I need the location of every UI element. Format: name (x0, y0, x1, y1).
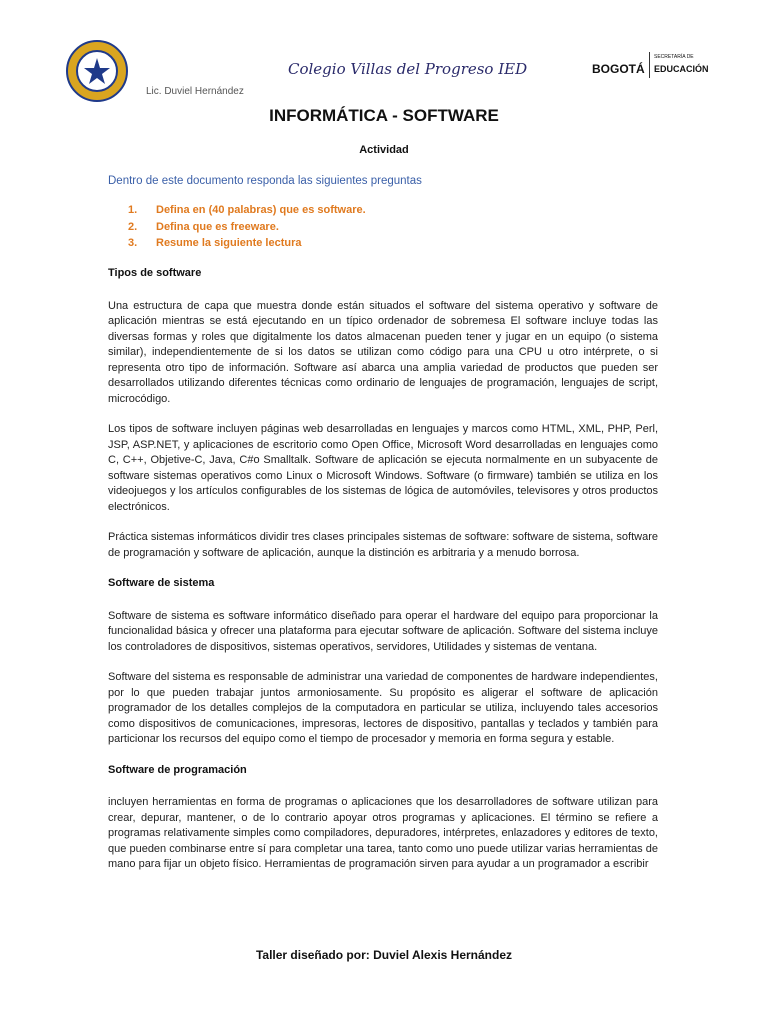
section-heading: Software de programación (108, 763, 247, 776)
school-name: Colegio Villas del Progreso IED (288, 60, 528, 78)
question-list (128, 202, 366, 252)
body-paragraph: Una estructura de capa que muestra donde están situados el software del sistema operativo y software de aplicación mientras se está ejecutando en un típico ordenador de sobremesa El software incluye todas las diversas formas y roles que digitalmente los datos almacenan pueden tener y jugar en un equipo (o sistema similar), independientemente de si los datos se utilizan como código para una CPU u otro intérprete, o si representa otro tipo de información. Software así abarca una amplia variedad de productos que pueden ser desarrollados utilizando diferentes técnicas como ordinario de lenguajes de programación, lenguajes de script, microcódigo. (108, 299, 658, 405)
body-paragraph: incluyen herramientas en forma de programas o aplicaciones que los desarrolladores de software utilizan para crear, depurar, mantener, o de lo contrario apoyar otros programas y aplicaciones. El término se refiere a programas relativamente simples como compiladores, depuradores, intérpretes, enlazadores y editores de texto, que pueden combinarse entre sí para completar una tarea, tanto como uno puede utilizar varias herramientas de mano para fijar un objeto físico. Herramientas de programación sirven para ayudar a un programador a escribir (108, 796, 658, 870)
question-item (128, 235, 366, 252)
body-paragraph: Software del sistema es responsable de administrar una variedad de componentes de hardware independientes, por lo que pueden trabajar juntos armoniosamente. Su propósito es aligerar el software de aplicación programador de los detalles complejos de la computadora en particular se utiliza, incluyendo tales accesorios como dispositivos de comunicaciones, impresoras, lectores de dispositivo, pantallas y teclados y también para particionar los recursos del equipo como el tiempo de procesador y memoria en forma segura y estable. (108, 671, 658, 745)
seal-emblem-icon (76, 50, 118, 92)
question-item (128, 202, 366, 219)
question-text: Defina en (40 palabras) que es software. (156, 204, 366, 216)
question-number: 2. (128, 220, 138, 233)
bogota-education-logo (592, 50, 709, 82)
document-body (108, 266, 658, 888)
school-seal-logo (66, 40, 128, 102)
question-item (128, 219, 366, 236)
intro-text: Dentro de este documento responda las siguientes preguntas (108, 175, 422, 187)
logo-educacion-text: EDUCACIÓN (654, 64, 709, 74)
page-title: INFORMÁTICA - SOFTWARE (269, 106, 499, 125)
logo-brand-text: BOGOTÁ (592, 62, 645, 76)
question-text: Resume la siguiente lectura (156, 237, 302, 249)
logo-secretaria-text: SECRETARÍA DE (654, 54, 694, 60)
body-paragraph: Práctica sistemas informáticos dividir tres clases principales sistemas de software: software de sistema, software de programación y software de aplicación, aunque la distinción es arbitraria y a menudo borrosa. (108, 531, 658, 559)
body-paragraph: Los tipos de software incluyen páginas web desarrolladas en lenguajes y marcos como HTML, XML, PHP, Perl, JSP, ASP.NET, y aplicaciones de escritorio como Open Office, Microsoft Word desarrolladas en lenguajes como C, C++, Objetive-C, Java, C#o Smalltalk. Software de aplicación se ejecuta normalmente en un subyacente de software sistemas operativos como Linux o Microsoft Windows. Software (o firmware) también se utiliza en los videojuegos y los artículos configurables de los sistemas de lógica de automóviles, televisores y otros productos electrónicos. (108, 423, 658, 513)
question-number: 1. (128, 204, 138, 216)
logo-divider (649, 52, 650, 78)
question-text: Defina que es freeware. (156, 220, 279, 233)
section-heading: Tipos de software (108, 267, 202, 279)
page-footer: Taller diseñado por: Duviel Alexis Hernández (255, 948, 513, 962)
teacher-name: Lic. Duviel Hernández (146, 86, 244, 97)
document-header (0, 0, 768, 100)
body-paragraph: Software de sistema es software informático diseñado para operar el hardware del equipo para proporcionar la funcionalidad básica y ofrecer una plataforma para ejecutar software de aplicación. Software del sistema incluye los controladores de dispositivos, sistemas operativos, servidores, Utilidades y sistemas de ventana. (108, 609, 658, 653)
activity-label: Actividad (359, 144, 409, 156)
question-number: 3. (128, 237, 138, 249)
section-heading: Software de sistema (108, 577, 215, 589)
